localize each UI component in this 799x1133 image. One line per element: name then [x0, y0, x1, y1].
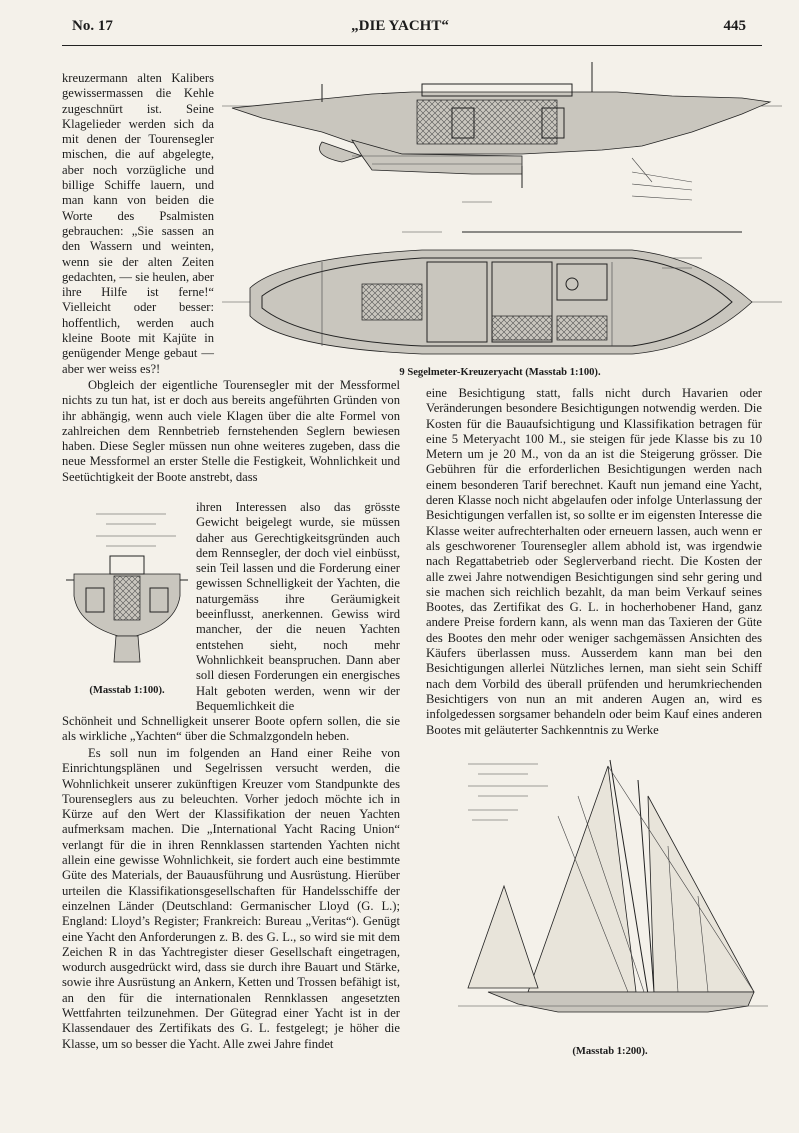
paragraph-1: kreuzermann alten Kalibers gewissermassen die Kehle zugeschnürt ist. Seine Klagelieder werden sich da mit denen der Tourensegler mischen, die auf abgelegte, aber noch vorzügliche und billige Schiffe lauern, und man kann von beiden die Worte des Psalmisten gebrauchen: „Sie sassen an den Wassern und weinten, wenn sie der alten Zeiten gedachten, — sie heulen, aber ihre Hilfe ist ferne!“ Vielleicht oder besser: hoffentlich, werden auch kleine Boote mit Kajüte in genügender Menge gebaut — aber wer weiss es?!: [62, 71, 214, 376]
paragraph-2b: ihren Interessen also das grösste Gewicht beigelegt wurde, sie müssen daher aus Gerechtigkeitsgründen auch dem Rennsegler, der doch viel einbüsst, sein Teil lassen und die Forderung einer gewissen Schnelligkeit der Yachten, die naturgemäss ihre Geräumigkeit beeinflusst, anerkennen. Gewiss wird mancher, der die neuen Yachten entstehen sieht, noch mehr Wohnlichkeit beanspruchen. Dann aber soll diesen Forderungen ein energisches Halt geboten werden, wenn wir der Bequemlichkeit die: [196, 500, 400, 713]
header-rule: [62, 45, 762, 46]
paragraph-3: Es soll nun im folgenden an Hand einer Reihe von Einrichtungsplänen und Segelrissen versucht werden, die Wohnlichkeit unserer zukünftigen Kreuzer vom Standpunkte des Tourenseglers aus zu beleuchten. Vorher jedoch möchte ich in Kürze auf den Wert der Klassifikation der neuen Yachten aufmerksam machen. Die „International Yacht Racing Union“ verlangt für die in ihren Rennklassen startenden Yachten nicht allein eine gewisse Wohnlichkeit, sie fordert auch eine bestimmte Güte des Materials, der Bauausführung und Ausrüstung. Hierüber urteilen die Klassifikationsgesellschaften für Handelsschiffe der einzelnen Länder (Deutschland: Germanischer Lloyd (G. L.); England: Lloyd’s Register; Frankreich: Bureau „Veritas“). Genügt eine Yacht den Anforderungen z. B. des G. L., so wird sie mit dem Zeichen R in das Yachtregister dieser Gesellschaft eingetragen, wodurch ausgedrückt wird, dass sie durch ihre Bauart und Stärke, sowie ihre Ausrüstung an Ankern, Ketten und Trossen befähigt ist, an den für die internationalen Rennklassen angesetzten Wettfahrten teilzunehmen. Der Gütegrad einer Yacht ist in der Klassendauer des Zertifikats des G. L. festgelegt; je höher die Klasse, um so besser die Yacht. Alle zwei Jahre findet: [62, 746, 400, 1051]
sail-plan-drawing: [458, 756, 768, 1036]
yacht-section-drawing: [66, 504, 188, 674]
paragraph-4: eine Besichtigung statt, falls nicht durch Havarien oder Veränderungen besondere Besichtigungen notwendig werden. Die Kosten für die Bauaufsichtigung und Klassifikation betragen für eine 5 Meteryacht 100 M., sie steigen für jede Klasse bis zu 10 Metern um je 20 M., von da an ist die Steigerung grösser. Die Gebühren für die erforderlichen Besichtigungen werden nach einem besonderen Tarif berechnet. Kauft nun jemand eine Yacht, deren Klasse noch nicht abgelaufen oder infolge Unterlassung der Besichtigungen verfallen ist, so sollte er im eigensten Interesse die Klasse weiter aufrechterhalten oder erneuern lassen, auch wenn er als geschworener Tourensegler allem abhold ist, was irgendwie nach Regattabetrieb oder Seglerverband riecht. Die Kosten der alle zwei Jahre notwendigen Besichtigungen sind sehr gering und sie machen sich reichlich bezahlt, da man beim Verkauf seines Bootes, das Zertifikat des G. L. in hocherhobener Hand, ganz andere Preise fordern kann, als wenn man das Taxieren der Güte des Bootes den mehr oder weniger sachgemässen Ansichten des Käufers überlassen muss. Ausserdem kann man bei den Besichtigungen allerlei Nützliches lernen, man sieht sein Schiff nach dem Vorbild des überall prüfenden und herumkriechenden Besichtigers von nun an mit anderen Augen an, wird es infolgedessen sorgsamer behandeln oder beim Kauf eines anderen Bootes mit geläuterter Sachkenntnis zu Werke: [426, 386, 762, 737]
section-figure-caption: (Masstab 1:100).: [89, 685, 165, 696]
side-elevation-drawing: [222, 62, 782, 232]
sail-plan-caption: (Masstab 1:200).: [572, 1046, 648, 1057]
issue-number: No. 17: [72, 18, 113, 34]
journal-title: „DIE YACHT“: [351, 18, 449, 34]
top-figure-caption: 9 Segelmeter-Kreuzeryacht (Masstab 1:100).: [399, 367, 601, 378]
paragraph-2c: Schönheit und Schnelligkeit unserer Boote opfern sollen, die sie als wirkliche „Yachten“ über die Schmalzgondeln heben.: [62, 714, 400, 744]
paragraph-2a: Obgleich der eigentliche Tourensegler mit der Messformel nichts zu tun hat, ist er doch aus bereits angeführten Gründen von ihr abhängig, wenn auch viele Klagen über die alte Formel von zahlreichen dem Rennbetrieb fernstehenden Seglern bewiesen haben. Diese Segler müssen nun ohne weiteres zugeben, dass die neue Messformel an erster Stelle die Festigkeit, Wohnlichkeit und Seetüchtigkeit der Boote anstrebt, dass: [62, 378, 400, 484]
yacht-interior-plan-figure: [222, 62, 782, 374]
page-number: 445: [723, 18, 746, 34]
deck-plan-drawing: [222, 232, 782, 354]
